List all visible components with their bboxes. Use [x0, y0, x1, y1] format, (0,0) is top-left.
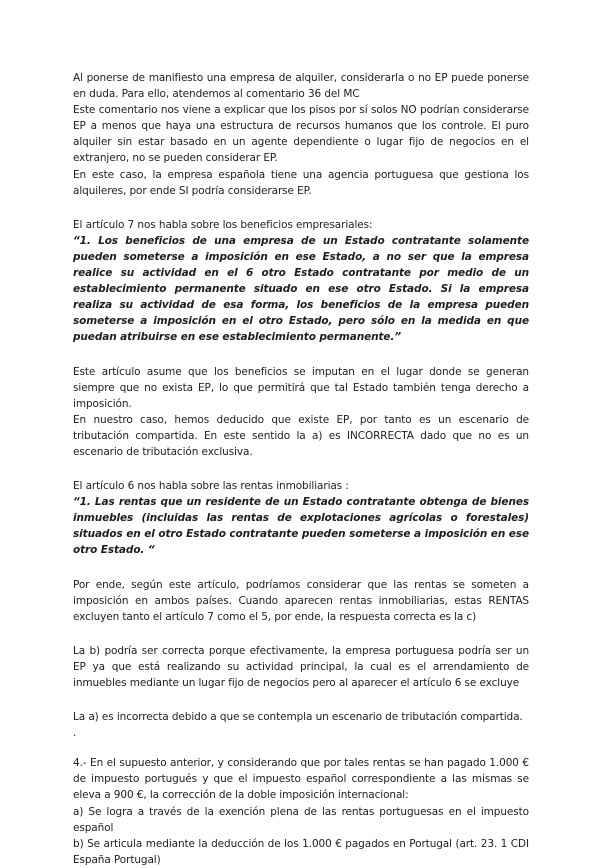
article-6-intro: El artículo 6 nos habla sobre las rentas inmobiliarias :: [73, 480, 349, 493]
article-7-quote: “1. Los beneficios de una empresa de un Estado contratante solamente pueden someterse a imposición en ese Estado, a no ser que la empresa realice su actividad en el 6 otro Estado contratante por medio de un establecimiento permanente situado en ese otro Estado. Si la empresa realiza su actividad de esa forma, los beneficios de la empresa pueden someterse a imposición en el otro Estado, pero sólo en la medida en que puedan atribuirse en ese establecimiento permanente.”: [73, 234, 529, 344]
question-4-option-b: b) Se articula mediante la deducción de los 1.000 € pagados en Portugal (art. 23. 1 CDI España Portugal): [73, 837, 529, 866]
paragraph-ep-intro: Al ponerse de manifiesto una empresa de alquiler, considerarla o no EP puede ponerse en duda. Para ello, atendemos al comentario 36 del MC: [73, 72, 529, 101]
paragraph-a: La a) es incorrecta debido a que se contempla un escenario de tributación compartida.: [73, 711, 523, 724]
paragraph-tributacion: En nuestro caso, hemos deducido que existe EP, por tanto es un escenario de tributación compartida. En este sentido la a) es INCORRECTA dado que no es un escenario de tributación exclusiva.: [73, 413, 529, 458]
article-6-quote: “1. Las rentas que un residente de un Estado contratante obtenga de bienes inmuebles (incluidas las rentas de explotaciones agrícolas o forestales) situados en el otro Estado contratante pueden someterse a imposición en ese otro Estado. “: [73, 496, 529, 557]
paragraph-comentario: Este comentario nos viene a explicar que los pisos por sí solos NO podrían considerarse EP a menos que haya una estructura de recursos humanos que los controle. El puro alquiler sin estar basado en un agente dependiente o lugar fijo de negocios en el extranjero, no se pueden considerar EP.: [73, 104, 529, 165]
article-7-intro: El artículo 7 nos habla sobre los beneficios empresariales:: [73, 218, 373, 231]
document-page: [73, 70, 529, 868]
question-4: 4.- En el supuesto anterior, y considerando que por tales rentas se han pagado 1.000 € de impuesto portugués y que el impuesto español correspondiente a las mismas se eleva a 900 €, la corrección de la doble imposición internacional:: [73, 757, 529, 802]
paragraph-caso: En este caso, la empresa española tiene una agencia portuguesa que gestiona los alquileres, por ende SI podría considerarse EP.: [73, 168, 529, 197]
paragraph-beneficios: Este artículo asume que los beneficios se imputan en el lugar donde se generan siempre que no exista EP, lo que permitirá que tal Estado también tenga derecho a imposición.: [73, 365, 529, 410]
paragraph-b: La b) podría ser correcta porque efectivamente, la empresa portuguesa podría ser un EP ya que está realizando su actividad principal, la cual es el arrendamiento de inmuebles mediante un lugar fijo de negocios pero al aparecer el artículo 6 se excluye: [73, 644, 529, 689]
paragraph-dot: .: [73, 727, 77, 740]
question-4-option-a: a) Se logra a través de la exención plena de las rentas portuguesas en el impuesto español: [73, 805, 529, 834]
paragraph-rentas: Por ende, según este artículo, podríamos considerar que las rentas se someten a imposición en ambos países. Cuando aparecen rentas inmobiliarias, estas RENTAS excluyen tanto el artículo 7 como el 5, por ende, la respuesta correcta es la c): [73, 578, 529, 623]
